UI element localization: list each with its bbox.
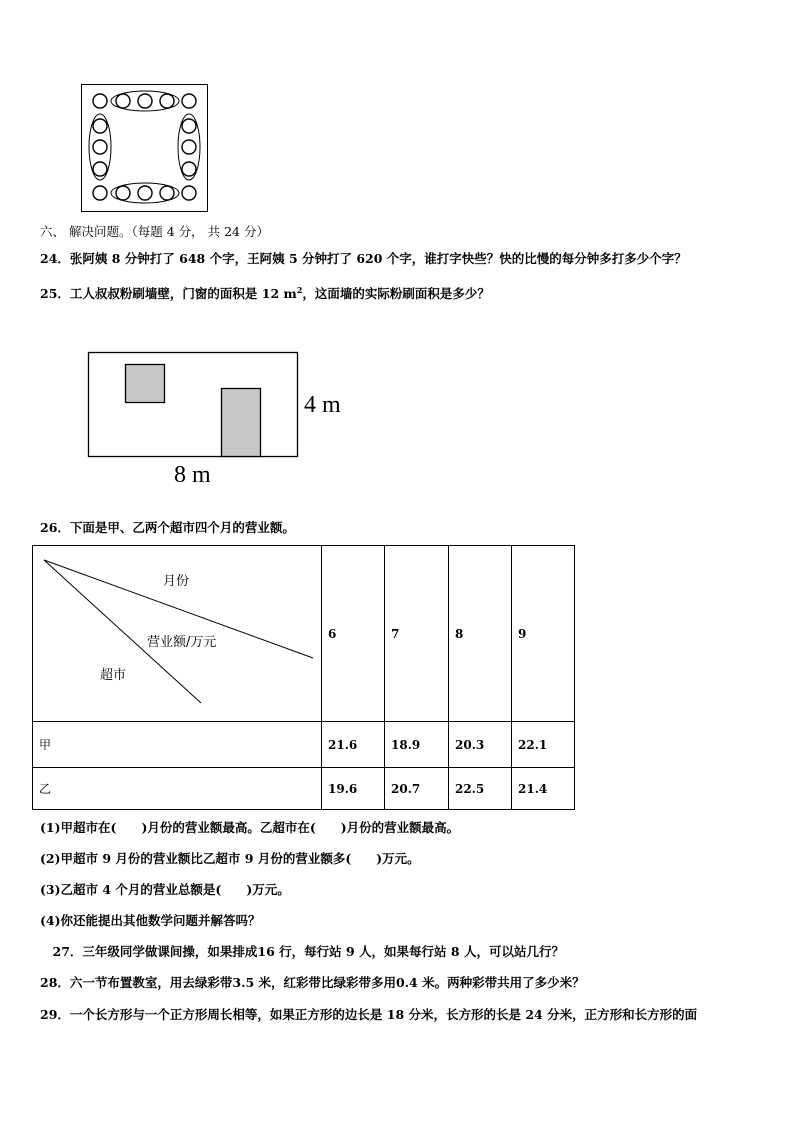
- month-cell: 6: [322, 546, 385, 722]
- width-label: 8 m: [174, 462, 211, 488]
- value-cell: 22.1: [512, 722, 575, 768]
- question-26-sub3: (3)乙超市 4 个月的营业总额是( )万元。: [40, 882, 290, 897]
- month-cell: 7: [385, 546, 449, 722]
- question-24: 24．张阿姨 8 分钟打了 648 个字，王阿姨 5 分钟打了 620 个字，谁打字快些？快的比慢的每分钟多打多少个字？: [40, 251, 687, 266]
- height-label: 4 m: [304, 392, 341, 418]
- question-25: 25．工人叔叔粉刷墙壁，门窗的面积是 12 $m^2$，这面墙的实际粉刷面积是多少？: [40, 285, 490, 302]
- value-cell: 20.7: [385, 768, 449, 810]
- header-sales-label: 营业额/万元: [147, 635, 217, 650]
- value-cell: 21.4: [512, 768, 575, 810]
- store-cell: 乙: [33, 768, 322, 810]
- store-cell: 甲: [33, 722, 322, 768]
- circle-arrangement-figure: [81, 84, 208, 212]
- value-cell: 20.3: [449, 722, 512, 768]
- month-cell: 9: [512, 546, 575, 722]
- question-26-sub2: (2)甲超市 9 月份的营业额比乙超市 9 月份的营业额多( )万元。: [40, 851, 420, 866]
- table-row: [33, 722, 575, 768]
- value-cell: 19.6: [322, 768, 385, 810]
- wall-diagram: [86, 348, 346, 488]
- wall-outline: [89, 353, 298, 457]
- value-cell: 22.5: [449, 768, 512, 810]
- value-cell: 21.6: [322, 722, 385, 768]
- table-header-row: [33, 546, 575, 722]
- question-27: 27．三年级同学做课间操，如果排成16 行，每行站 9 人，如果每行站 8 人，可以站几行？: [40, 944, 564, 959]
- sales-table: [32, 545, 575, 810]
- table-row: [33, 768, 575, 810]
- question-26-intro: 26．下面是甲、乙两个超市四个月的营业额。: [40, 520, 295, 535]
- question-29: 29．一个长方形与一个正方形周长相等，如果正方形的边长是 18 分米，长方形的长是 24 分米，正方形和长方形的面: [40, 1007, 698, 1022]
- value-cell: 18.9: [385, 722, 449, 768]
- question-26-sub4: (4)你还能提出其他数学问题并解答吗？: [40, 913, 261, 928]
- door-rect: [222, 389, 261, 457]
- question-26-sub1: (1)甲超市在( )月份的营业额最高。乙超市在( )月份的营业额最高。: [40, 820, 460, 835]
- diagonal-header-cell: [33, 546, 322, 722]
- window-rect: [126, 365, 165, 403]
- question-28: 28．六一节布置教室，用去绿彩带3.5 米，红彩带比绿彩带多用0.4 米。两种彩带共用了多少米？: [40, 975, 585, 990]
- header-store-label: 超市: [100, 668, 127, 683]
- header-month-label: 月份: [163, 574, 190, 589]
- month-cell: 8: [449, 546, 512, 722]
- section-heading: 六、 解决问题。（每题 4 分， 共 24 分）: [40, 224, 269, 239]
